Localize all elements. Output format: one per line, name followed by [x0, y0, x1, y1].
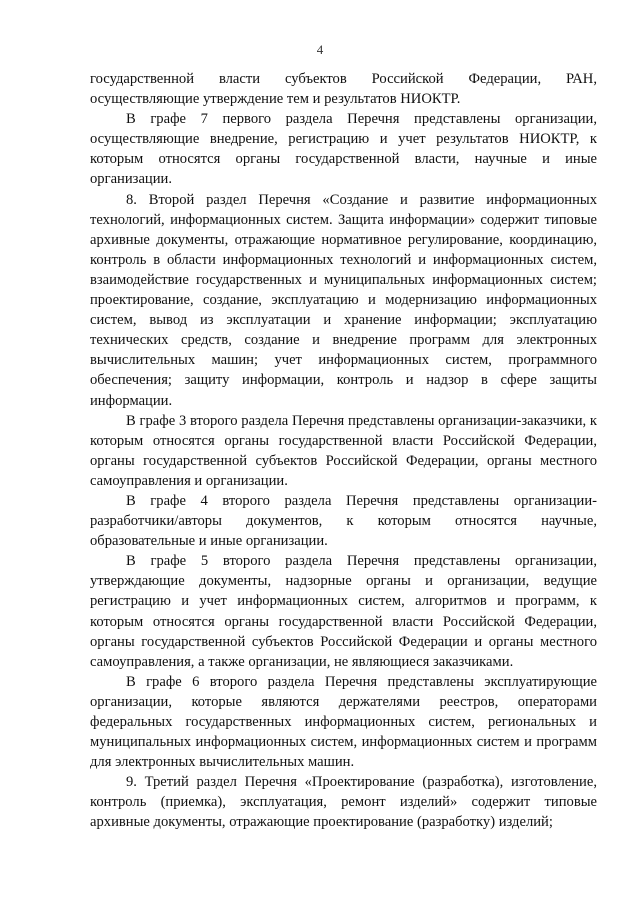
paragraph-grafa-5-second-section: В графе 5 второго раздела Перечня представлены организации, утверждающие документы, надзорные органы и организации, ведущие регистрацию и учет информационных систем, алгоритмов и программ, к которым относятся органы государственной власти Российской Федерации, органы государственной субъектов Российской Федерации и органы местного самоуправления, а также организации, не являющиеся заказчиками.	[90, 553, 597, 670]
paragraph-grafa-6-second-section: В графе 6 второго раздела Перечня представлены эксплуатирующие организации, которые являются держателями реестров, операторами федеральных государственных информационных систем, региональных и муниципальных информационных систем, информационных систем и программ для электронных вычислительных машин.	[90, 673, 597, 771]
paragraph-item-9-third-section: 9. Третий раздел Перечня «Проектирование (разработка), изготовление, контроль (приемка), эксплуатация, ремонт изделий» содержит типовые архивные документы, отражающие проектирование (разработку) изделий;	[90, 774, 597, 831]
document-body	[90, 69, 597, 833]
paragraph-item-8-second-section: 8. Второй раздел Перечня «Создание и развитие информационных технологий, информационных систем. Защита информации» содержит типовые архивные документы, отражающие нормативное регулирование, координацию, контроль в области информационных технологий и информационных систем, взаимодействие государственных и муниципальных информационных систем; проектирование, создание, эксплуатацию и модернизацию информационных систем, вывод из эксплуатации и хранение информации; эксплуатацию технических средств, создание и внедрение программ для электронных вычислительных машин; учет информационных систем, программного обеспечения; защиту информации, контроль и надзор в сфере защиты информации.	[90, 191, 597, 409]
paragraph-grafa-4-second-section: В графе 4 второго раздела Перечня представлены организации-разработчики/авторы документов, к которым относятся научные, образовательные и иные организации.	[90, 492, 597, 550]
page-number: 4	[316, 42, 324, 57]
paragraph-continuation: государственной власти субъектов Российской Федерации, РАН, осуществляющие утверждение тем и результатов НИОКТР.	[90, 71, 597, 108]
paragraph-grafa-7-first-section: В графе 7 первого раздела Перечня представлены организации, осуществляющие внедрение, регистрацию и учет результатов НИОКТР, к которым относятся органы государственной власти, научные и иные организации.	[90, 111, 597, 188]
paragraph-grafa-3-second-section: В графе 3 второго раздела Перечня представлены организации-заказчики, к которым относятся органы государственной власти Российской Федерации, органы государственной субъектов Российской Федерации, органы местного самоуправления и организации.	[90, 412, 597, 489]
